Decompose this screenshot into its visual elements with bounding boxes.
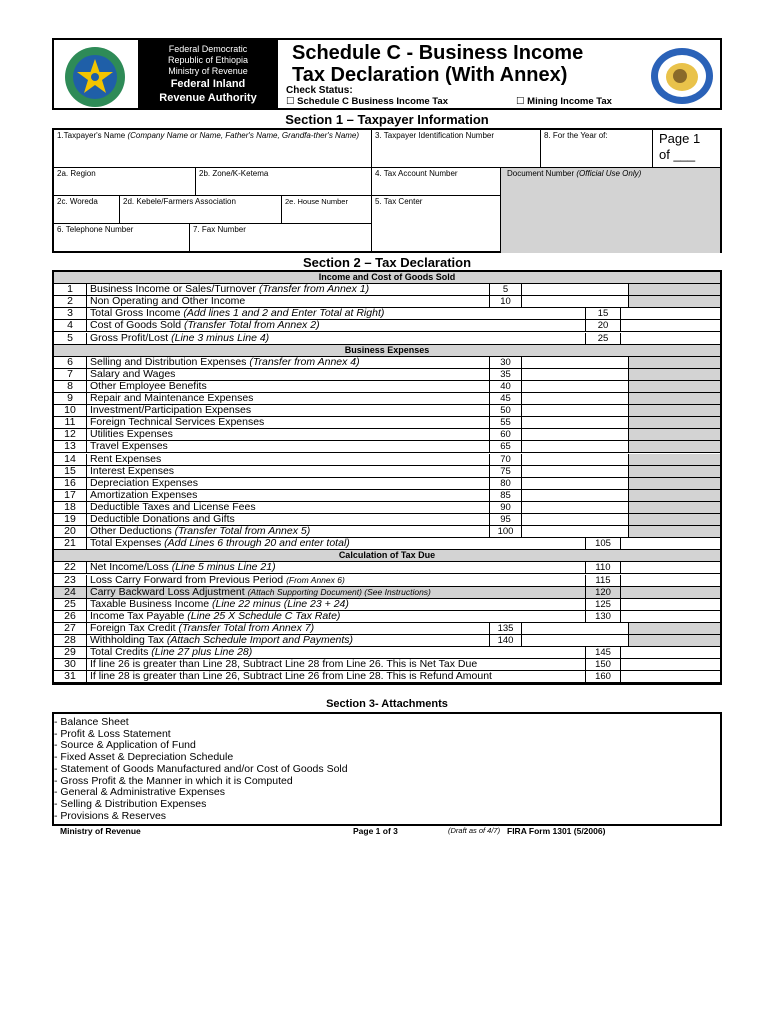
taxpayer-info-box [52, 128, 722, 253]
line-description [87, 587, 586, 599]
line-description-text: Travel Expenses [90, 441, 168, 453]
line-amount-input[interactable] [522, 466, 629, 478]
shaded-cell [629, 417, 720, 429]
line-code: 140 [490, 635, 522, 647]
line-description [87, 296, 490, 308]
line-description-text: Depreciation Expenses [90, 477, 198, 489]
line-description-text: Foreign Tax Credit [90, 622, 176, 634]
line-number: 31 [54, 671, 87, 683]
line-code: 125 [586, 599, 621, 611]
attachment-item: - Provisions & Reserves [54, 809, 167, 822]
shaded-cell [629, 369, 720, 381]
line-description [87, 393, 490, 405]
line-description-text: Total Expenses [90, 538, 162, 550]
line-description-text: Selling and Distribution Expenses [90, 356, 247, 368]
table-row [54, 538, 720, 550]
region-field[interactable]: 2a. Region [54, 168, 196, 196]
line-description [87, 405, 490, 417]
line-description [87, 562, 586, 574]
line-amount-input[interactable] [522, 381, 629, 393]
table-row [54, 514, 720, 526]
line-number: 8 [54, 381, 87, 393]
table-row [54, 635, 720, 647]
shaded-cell [629, 429, 720, 441]
line-number: 21 [54, 538, 87, 550]
line-description [87, 369, 490, 381]
line-number: 3 [54, 308, 87, 320]
shaded-cell [629, 490, 720, 502]
attachment-item: - General & Administrative Expenses [54, 786, 225, 799]
line-description-text: If line 28 is greater than Line 26, Subtract Line 26 from Line 28. This is Refund Amount [90, 671, 492, 683]
shaded-cell [629, 284, 720, 296]
line-description [87, 611, 586, 623]
line-description-text: Carry Backward Loss Adjustment [90, 586, 245, 598]
kebele-field[interactable]: 2d. Kebele/Farmers Association [120, 196, 282, 224]
line-code: 90 [490, 502, 522, 514]
line-description-text: Utilities Expenses [90, 429, 173, 441]
form-title-line: Tax Declaration (With Annex) [292, 64, 568, 86]
line-code: 150 [586, 659, 621, 671]
line-amount-input[interactable] [621, 333, 720, 345]
line-number: 9 [54, 393, 87, 405]
line-description [87, 308, 586, 320]
table-section-header: Income and Cost of Goods Sold [54, 272, 720, 284]
shaded-cell [629, 441, 720, 453]
shaded-cell [629, 454, 720, 466]
line-code: 135 [490, 623, 522, 635]
line-code: 5 [490, 284, 522, 296]
line-amount-input[interactable] [522, 417, 629, 429]
line-amount-input[interactable] [522, 454, 629, 466]
line-number: 27 [54, 623, 87, 635]
shaded-cell [629, 502, 720, 514]
line-description-text: Rent Expenses [90, 453, 162, 465]
attachment-item: - Statement of Goods Manufactured and/or Cost of Goods Sold [54, 762, 348, 775]
check-status-label: Check Status: [286, 85, 353, 96]
line-amount-input[interactable] [522, 478, 629, 490]
line-code: 130 [586, 611, 621, 623]
line-number: 20 [54, 526, 87, 538]
line-number: 13 [54, 441, 87, 453]
line-description-text: Income Tax Payable [90, 610, 185, 622]
line-description [87, 441, 490, 453]
line-amount-input[interactable] [621, 308, 720, 320]
line-amount-input[interactable] [522, 405, 629, 417]
attachment-item: - Gross Profit & the Manner in which it is Computed [54, 774, 293, 787]
line-amount-input[interactable] [522, 526, 629, 538]
table-section-header: Business Expenses [54, 345, 720, 357]
line-code: 40 [490, 381, 522, 393]
line-amount-input[interactable] [522, 369, 629, 381]
line-description-text: Other Employee Benefits [90, 380, 207, 392]
line-description-text: Total Credits [90, 647, 149, 659]
line-amount-input[interactable] [522, 284, 629, 296]
shaded-cell [629, 466, 720, 478]
shaded-cell [629, 478, 720, 490]
attachment-item: - Fixed Asset & Depreciation Schedule [54, 751, 234, 764]
line-amount-input[interactable] [522, 635, 629, 647]
tax-center-field[interactable]: 5. Tax Center [372, 196, 501, 253]
line-code: 120 [586, 587, 621, 599]
line-number: 29 [54, 647, 87, 659]
line-code: 115 [586, 575, 621, 587]
attachments-box [52, 712, 722, 826]
line-instruction: (Add lines 1 and 2 and Enter Total at Right) [183, 308, 385, 320]
attachment-item: - Profit & Loss Statement [54, 727, 171, 740]
shaded-cell [629, 526, 720, 538]
document-number-label: Document Number [507, 169, 575, 178]
line-code: 80 [490, 478, 522, 490]
line-instruction: (Line 25 X Schedule C Tax Rate) [187, 610, 341, 622]
line-code: 15 [586, 308, 621, 320]
line-code: 110 [586, 562, 621, 574]
table-row [54, 381, 720, 393]
line-number: 1 [54, 284, 87, 296]
table-row [54, 575, 720, 587]
ministry-seal-icon [649, 46, 715, 106]
page-of-line: of ___ [659, 147, 696, 162]
line-description-text: Salary and Wages [90, 368, 176, 380]
year-field[interactable]: 8. For the Year of: [541, 130, 653, 168]
line-description-text: Other Deductions [90, 526, 172, 538]
taxpayer-name-hint: (Company Name or Name, Father's Name, Grandfa-ther's Name) [127, 131, 360, 140]
table-row [54, 599, 720, 611]
line-instruction: (Transfer from Annex 4) [249, 356, 360, 368]
line-code: 55 [490, 417, 522, 429]
line-instruction: (Attach Supporting Document) (See Instructions) [247, 586, 431, 597]
table-row [54, 587, 720, 599]
line-number: 26 [54, 611, 87, 623]
line-description [87, 381, 490, 393]
shaded-cell [629, 296, 720, 308]
page-of-field[interactable] [653, 130, 720, 168]
line-number: 23 [54, 575, 87, 587]
line-description [87, 490, 490, 502]
fax-field[interactable]: 7. Fax Number [190, 224, 372, 253]
line-amount-input[interactable] [522, 429, 629, 441]
line-description-text: Taxable Business Income [90, 598, 210, 610]
line-description-text: Loss Carry Forward from Previous Period [90, 574, 284, 586]
footer-page: Page 1 of 3 [353, 826, 398, 836]
line-description [87, 478, 490, 490]
line-amount-input[interactable] [522, 357, 629, 369]
table-row [54, 647, 720, 659]
table-row [54, 502, 720, 514]
line-description-text: Amortization Expenses [90, 489, 198, 501]
section2-title: Section 2 – Tax Declaration [302, 255, 472, 270]
authority-name: Federal Inland [170, 78, 246, 90]
line-amount-input[interactable] [621, 671, 720, 683]
line-number: 18 [54, 502, 87, 514]
form-title-line: Schedule C - Business Income [292, 42, 584, 64]
footer-ministry: Ministry of Revenue [60, 826, 141, 836]
line-amount-input[interactable] [621, 320, 720, 332]
line-amount-input[interactable] [621, 587, 720, 599]
line-amount-input[interactable] [621, 562, 720, 574]
line-code: 100 [490, 526, 522, 538]
line-number: 6 [54, 357, 87, 369]
line-number: 4 [54, 320, 87, 332]
mining-income-checkbox[interactable]: ☐ Mining Income Tax [516, 96, 612, 107]
table-row [54, 333, 720, 345]
line-description [87, 466, 490, 478]
line-instruction: (Attach Schedule Import and Payments) [166, 635, 354, 646]
line-instruction: (Transfer Total from Annex 2) [183, 320, 320, 332]
line-amount-input[interactable] [621, 575, 720, 587]
line-code: 25 [586, 333, 621, 345]
table-row [54, 393, 720, 405]
table-row [54, 671, 720, 683]
authority-box [138, 40, 278, 108]
line-code: 45 [490, 393, 522, 405]
line-code: 60 [490, 429, 522, 441]
line-description [87, 659, 586, 671]
table-row [54, 429, 720, 441]
table-row [54, 357, 720, 369]
line-code: 65 [490, 441, 522, 453]
table-row [54, 466, 720, 478]
table-row [54, 490, 720, 502]
line-amount-input[interactable] [621, 611, 720, 623]
document-number-hint: (Official Use Only) [576, 169, 642, 178]
authority-line: Federal Democratic [168, 44, 248, 54]
shaded-cell [629, 405, 720, 417]
line-code: 95 [490, 514, 522, 526]
line-number: 15 [54, 466, 87, 478]
line-amount-input[interactable] [522, 514, 629, 526]
line-amount-input[interactable] [621, 659, 720, 671]
line-description [87, 575, 586, 587]
table-row [54, 296, 720, 308]
line-description-text: Total Gross Income [90, 308, 181, 320]
line-description-text: Investment/Participation Expenses [90, 405, 252, 417]
table-row [54, 623, 720, 635]
table-row [54, 405, 720, 417]
line-code: 105 [586, 538, 621, 550]
line-code: 35 [490, 369, 522, 381]
telephone-field[interactable]: 6. Telephone Number [54, 224, 190, 253]
table-row [54, 417, 720, 429]
line-description [87, 454, 490, 466]
taxpayer-name-label: 1.Taxpayer's Name [57, 131, 126, 140]
table-row [54, 526, 720, 538]
line-amount-input[interactable] [522, 393, 629, 405]
shaded-cell [629, 357, 720, 369]
line-description [87, 647, 586, 659]
line-description-text: Repair and Maintenance Expenses [90, 393, 254, 404]
line-description-text: Deductible Taxes and License Fees [90, 501, 256, 513]
line-description [87, 671, 586, 683]
schedule-c-checkbox[interactable]: ☐ Schedule C Business Income Tax [286, 96, 448, 107]
line-description [87, 320, 586, 332]
line-description-text: Gross Profit/Lost [90, 332, 169, 344]
attachment-item: - Selling & Distribution Expenses [54, 797, 207, 810]
line-number: 14 [54, 454, 87, 466]
line-instruction: (Line 5 minus Line 21) [171, 562, 276, 574]
line-code: 10 [490, 296, 522, 308]
table-row [54, 320, 720, 332]
line-code: 160 [586, 671, 621, 683]
line-description-text: Deductible Donations and Gifts [90, 514, 235, 525]
line-description [87, 538, 586, 550]
line-amount-input[interactable] [522, 623, 629, 635]
table-row [54, 659, 720, 671]
line-description [87, 599, 586, 611]
line-number: 5 [54, 333, 87, 345]
shaded-cell [629, 635, 720, 647]
line-amount-input[interactable] [621, 538, 720, 550]
attachments-list [54, 717, 348, 822]
shaded-cell [629, 514, 720, 526]
line-description-text: Foreign Technical Services Expenses [90, 417, 265, 429]
line-number: 7 [54, 369, 87, 381]
taxpayer-name-field[interactable] [54, 130, 372, 168]
line-description [87, 284, 490, 296]
authority-name: Revenue Authority [159, 92, 257, 104]
line-number: 24 [54, 587, 87, 599]
authority-line: Ministry of Revenue [168, 66, 248, 76]
line-description [87, 357, 490, 369]
line-amount-input[interactable] [522, 441, 629, 453]
line-description [87, 429, 490, 441]
line-number: 19 [54, 514, 87, 526]
line-amount-input[interactable] [522, 490, 629, 502]
line-instruction: (Transfer Total from Annex 5) [174, 526, 311, 538]
table-row [54, 284, 720, 296]
line-description [87, 417, 490, 429]
ethiopia-emblem-icon [64, 46, 126, 108]
line-amount-input[interactable] [522, 296, 629, 308]
table-row [54, 478, 720, 490]
line-number: 12 [54, 429, 87, 441]
line-description-text: Withholding Tax [90, 635, 164, 646]
line-number: 28 [54, 635, 87, 647]
line-instruction: (Line 3 minus Line 4) [171, 332, 270, 344]
line-description [87, 526, 490, 538]
line-amount-input[interactable] [522, 502, 629, 514]
line-description [87, 635, 490, 647]
line-number: 16 [54, 478, 87, 490]
line-description [87, 333, 586, 345]
line-instruction: (Line 27 plus Line 28) [151, 647, 253, 659]
line-description-text: Non Operating and Other Income [90, 296, 246, 308]
line-number: 17 [54, 490, 87, 502]
section1-title: Section 1 – Taxpayer Information [285, 112, 489, 127]
line-number: 10 [54, 405, 87, 417]
line-instruction: (Add Lines 6 through 20 and enter total) [164, 538, 350, 550]
attachment-item: - Balance Sheet [54, 716, 129, 728]
page-of-line: Page 1 [659, 131, 701, 146]
tax-declaration-table [52, 270, 722, 685]
table-row [54, 562, 720, 574]
table-row [54, 369, 720, 381]
line-description-text: Net Income/Loss [90, 562, 169, 574]
line-code: 85 [490, 490, 522, 502]
line-amount-input[interactable] [621, 647, 720, 659]
line-instruction: (Line 22 minus (Line 23 + 24) [212, 598, 349, 610]
line-number: 11 [54, 417, 87, 429]
line-description [87, 502, 490, 514]
line-description [87, 623, 490, 635]
line-code: 30 [490, 357, 522, 369]
line-code: 145 [586, 647, 621, 659]
woreda-field[interactable]: 2c. Woreda [54, 196, 120, 224]
line-code: 75 [490, 466, 522, 478]
form-title [292, 42, 583, 86]
line-description [87, 514, 490, 526]
authority-line: Republic of Ethiopia [167, 55, 249, 65]
table-row [54, 308, 720, 320]
line-description-text: Business Income or Sales/Turnover [90, 284, 256, 296]
document-number-field [501, 168, 720, 253]
line-number: 30 [54, 659, 87, 671]
line-number: 2 [54, 296, 87, 308]
line-instruction: (Transfer Total from Annex 7) [178, 622, 315, 634]
table-row [54, 611, 720, 623]
footer-draft: (Draft as of 4/7) [448, 826, 501, 835]
line-code: 20 [586, 320, 621, 332]
table-section-header: Calculation of Tax Due [54, 550, 720, 562]
line-description-text: Interest Expenses [90, 465, 175, 477]
footer-form-number: FIRA Form 1301 (5/2006) [507, 826, 606, 836]
section3-title: Section 3- Attachments [326, 698, 448, 710]
line-description-text: Cost of Goods Sold [90, 320, 182, 332]
line-amount-input[interactable] [621, 599, 720, 611]
line-code: 70 [490, 454, 522, 466]
tax-account-field[interactable]: 4. Tax Account Number [372, 168, 501, 196]
line-description-text: If line 26 is greater than Line 28, Subtract Line 28 from Line 26. This is Net Tax Due [90, 659, 478, 671]
shaded-cell [629, 393, 720, 405]
table-row [54, 441, 720, 453]
line-instruction: (Transfer from Annex 1) [258, 284, 370, 296]
attachment-item: - Source & Application of Fund [54, 739, 196, 752]
house-number-field[interactable]: 2e. House Number [282, 196, 372, 224]
line-instruction: (From Annex 6) [286, 574, 345, 585]
shaded-cell [629, 623, 720, 635]
line-code: 50 [490, 405, 522, 417]
zone-field[interactable]: 2b. Zone/K-Ketema [196, 168, 372, 196]
tin-field[interactable]: 3. Taxpayer Identification Number [372, 130, 541, 168]
line-number: 22 [54, 562, 87, 574]
shaded-cell [629, 381, 720, 393]
line-number: 25 [54, 599, 87, 611]
table-row [54, 454, 720, 466]
